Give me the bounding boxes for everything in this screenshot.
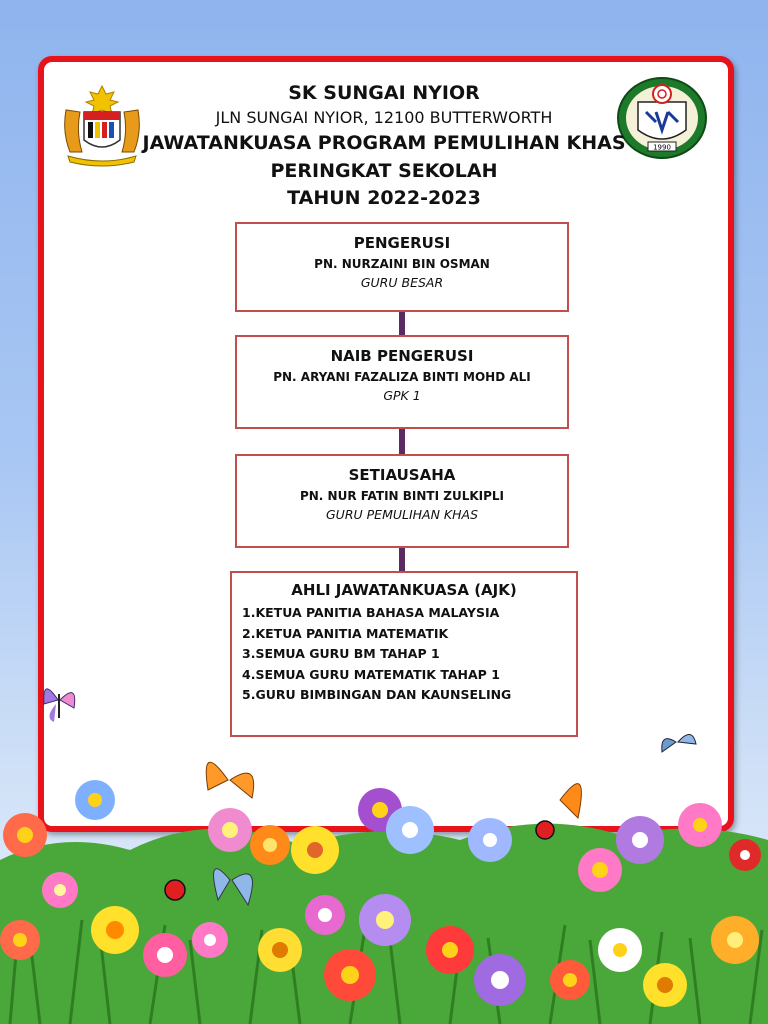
- org-connector: [399, 548, 405, 571]
- org-box-chairman: [235, 222, 569, 312]
- org-role: AHLI JAWATANKUASA (AJK): [291, 581, 517, 599]
- org-box-committee-members: [230, 571, 578, 737]
- committee-level: PERINGKAT SEKOLAH: [270, 160, 498, 182]
- committee-year: TAHUN 2022-2023: [287, 187, 481, 209]
- committee-title: JAWATANKUASA PROGRAM PEMULIHAN KHAS: [142, 132, 626, 154]
- org-box-secretary: [235, 454, 569, 548]
- butterfly-icon: [36, 678, 80, 724]
- org-role: SETIAUSAHA: [348, 466, 456, 484]
- flower-meadow: [0, 740, 768, 1024]
- org-connector: [399, 312, 405, 335]
- org-box-vice-chairman: [235, 335, 569, 429]
- list-item: 3.SEMUA GURU BM TAHAP 1: [242, 646, 440, 661]
- list-item: 2.KETUA PANITIA MATEMATIK: [242, 625, 449, 641]
- butterfly-icon: [656, 722, 702, 758]
- org-person-name: PN. NURZAINI BIN OSMAN: [314, 257, 490, 271]
- org-person-name: PN. NUR FATIN BINTI ZULKIPLI: [299, 489, 505, 503]
- list-item: 5.GURU BIMBINGAN DAN KAUNSELING: [242, 687, 512, 702]
- org-connector: [399, 429, 405, 454]
- badge-year: 1990: [653, 143, 671, 152]
- list-item: 1.KETUA PANITIA BAHASA MALAYSIA: [242, 605, 500, 620]
- org-person-name: PN. ARYANI FAZALIZA BINTI MOHD ALI: [273, 370, 531, 384]
- list-item: 4.SEMUA GURU MATEMATIK TAHAP 1: [242, 666, 500, 682]
- org-post: GURU BESAR: [360, 275, 444, 290]
- school-address: JLN SUNGAI NYIOR, 12100 BUTTERWORTH: [215, 108, 553, 127]
- committee-member-list: [242, 603, 576, 706]
- org-role: PENGERUSI: [353, 234, 451, 252]
- org-role: NAIB PENGERUSI: [330, 347, 474, 365]
- school-name: SK SUNGAI NYIOR: [288, 82, 480, 104]
- org-post: GPK 1: [383, 388, 421, 403]
- org-post: GURU PEMULIHAN KHAS: [325, 507, 479, 522]
